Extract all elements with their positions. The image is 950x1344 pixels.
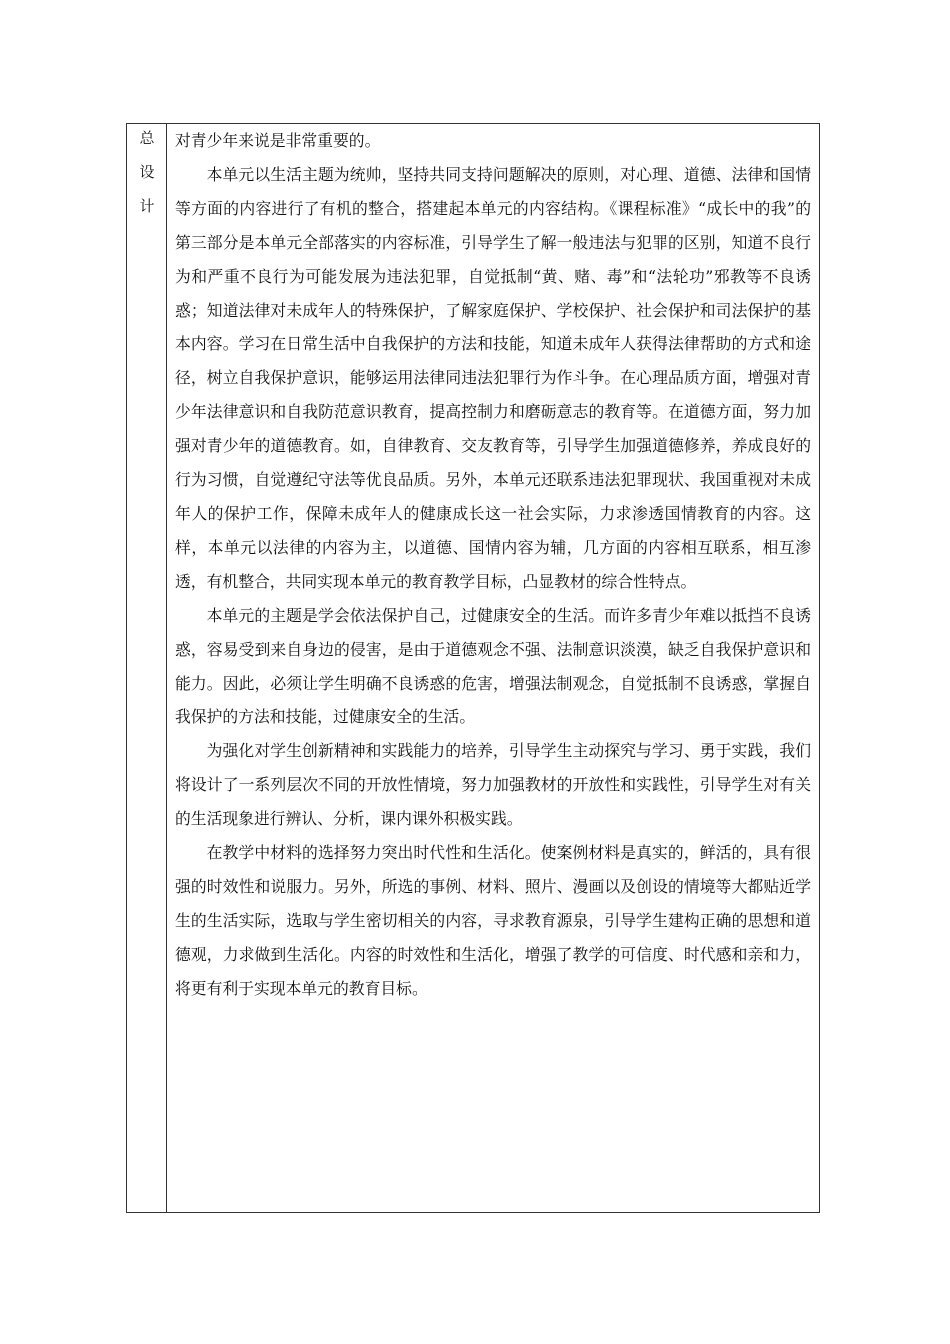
section-label-char: 总 — [139, 129, 155, 147]
paragraph: 在教学中材料的选择努力突出时代性和生活化。使案例材料是真实的，鲜活的，具有很强的时效性和说服力。另外，所选的事例、材料、照片、漫画以及创设的情境等大都贴近学生的生活实际，选取与学生密切相关的内容，寻求教育源泉，引导学生建构正确的思想和道德观，力求做到生活化。内容的时效性和生活化，增强了教学的可信度、时代感和亲和力，将更有利于实现本单元的教育目标。 — [175, 843, 811, 998]
paragraph: 对青少年来说是非常重要的。 — [175, 131, 381, 150]
paragraph: 本单元以生活主题为统帅，坚持共同支持问题解决的原则，对心理、道德、法律和国情等方面的内容进行了有机的整合，搭建起本单元的内容结构。《课程标准》“成长中的我”的第三部分是本单元全部落实的内容标准，引导学生了解一般违法与犯罪的区别，知道不良行为和严重不良行为可能发展为违法犯罪，自觉抵制“黄、赌、毒”和“法轮功”邪教等不良诱惑；知道法律对未成年人的特殊保护，了解家庭保护、学校保护、社会保护和司法保护的基本内容。学习在日常生活中自我保护的方法和技能，知道未成年人获得法律帮助的方式和途径，树立自我保护意识，能够运用法律同违法犯罪行为作斗争。在心理品质方面，增强对青少年法律意识和自我防范意识教育，提高控制力和磨砺意志的教育等。在道德方面，努力加强对青少年的道德教育。如，自律教育、交友教育等，引导学生加强道德修养，养成良好的行为习惯，自觉遵纪守法等优良品质。另外，本单元还联系违法犯罪现状、我国重视对未成年人的保护工作，保障未成年人的健康成长这一社会实际，力求渗透国情教育的内容。这样，本单元以法律的内容为主，以道德、国情内容为辅，几方面的内容相互联系，相互渗透，有机整合，共同实现本单元的教育教学目标，凸显教材的综合性特点。 — [175, 164, 811, 591]
paragraph: 为强化对学生创新精神和实践能力的培养，引导学生主动探究与学习、勇于实践，我们将设计了一系列层次不同的开放性情境，努力加强教材的开放性和实践性，引导学生对有关的生活现象进行辨认、分析，课内课外积极实践。 — [175, 741, 811, 829]
section-label-char: 计 — [139, 197, 155, 215]
design-table — [126, 123, 820, 1213]
section-label-char: 设 — [139, 163, 155, 181]
content-cell — [167, 124, 819, 1212]
section-label-column — [127, 124, 167, 1212]
paragraph: 本单元的主题是学会依法保护自己，过健康安全的生活。而许多青少年难以抵挡不良诱惑，容易受到来自身边的侵害，是由于道德观念不强、法制意识淡漠，缺乏自我保护意识和能力。因此，必须让学生明确不良诱惑的危害，增强法制观念，自觉抵制不良诱惑，掌握自我保护的方法和技能，过健康安全的生活。 — [175, 605, 811, 727]
